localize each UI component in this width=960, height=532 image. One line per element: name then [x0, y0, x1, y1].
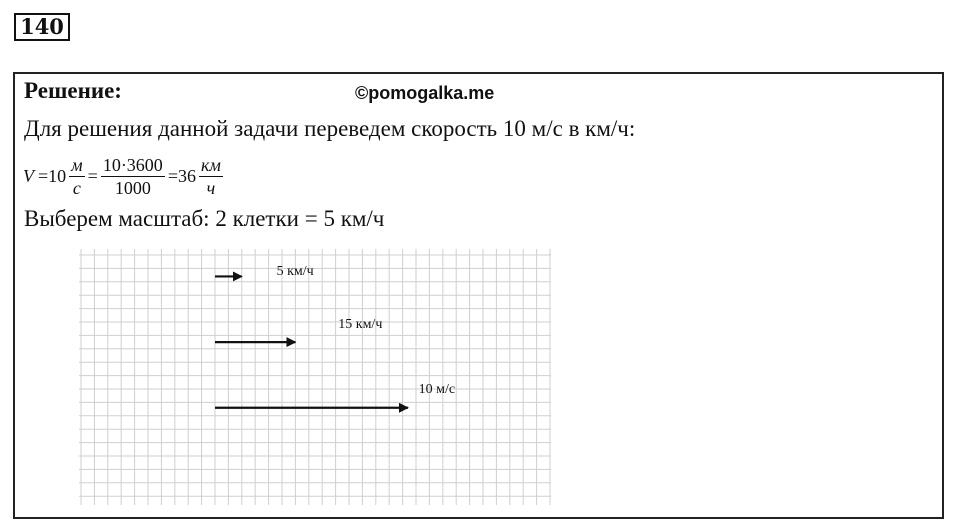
- formula-eq2: =: [87, 165, 98, 186]
- watermark: ©pomogalka.me: [355, 83, 495, 103]
- arrow-label-5-kmh: 5 км/ч: [276, 263, 314, 279]
- formula-lhs: V: [23, 165, 34, 186]
- solution-heading: Решение:: [24, 78, 122, 103]
- problem-number: 140: [14, 13, 70, 41]
- arrow-label-10-ms: 10 м/с: [418, 381, 456, 397]
- arrow-label-15-kmh: 15 км/ч: [338, 317, 383, 333]
- fraction-denominator: 1000: [114, 177, 151, 198]
- fraction-denominator: ч: [206, 177, 216, 198]
- formula-eq3: =36: [167, 165, 196, 186]
- fraction-numerator: м: [71, 154, 83, 175]
- formula-eq1: =10: [38, 165, 67, 186]
- fraction-m-per-s: [69, 155, 85, 198]
- fraction-denominator: с: [72, 177, 81, 198]
- solution-box: [13, 72, 944, 519]
- fraction-km-per-h: [199, 155, 223, 198]
- conversion-formula: [23, 148, 226, 204]
- grid-canvas: [79, 249, 559, 509]
- vector-grid-figure: [79, 249, 559, 509]
- fraction-calculation: [101, 155, 165, 198]
- fraction-numerator: 10·3600: [102, 154, 163, 175]
- scale-text: Выберем масштаб: 2 клетки = 5 км/ч: [24, 206, 385, 231]
- intro-text: Для решения данной задачи переведем скорость 10 м/с в км/ч:: [24, 116, 636, 141]
- fraction-numerator: км: [200, 154, 221, 175]
